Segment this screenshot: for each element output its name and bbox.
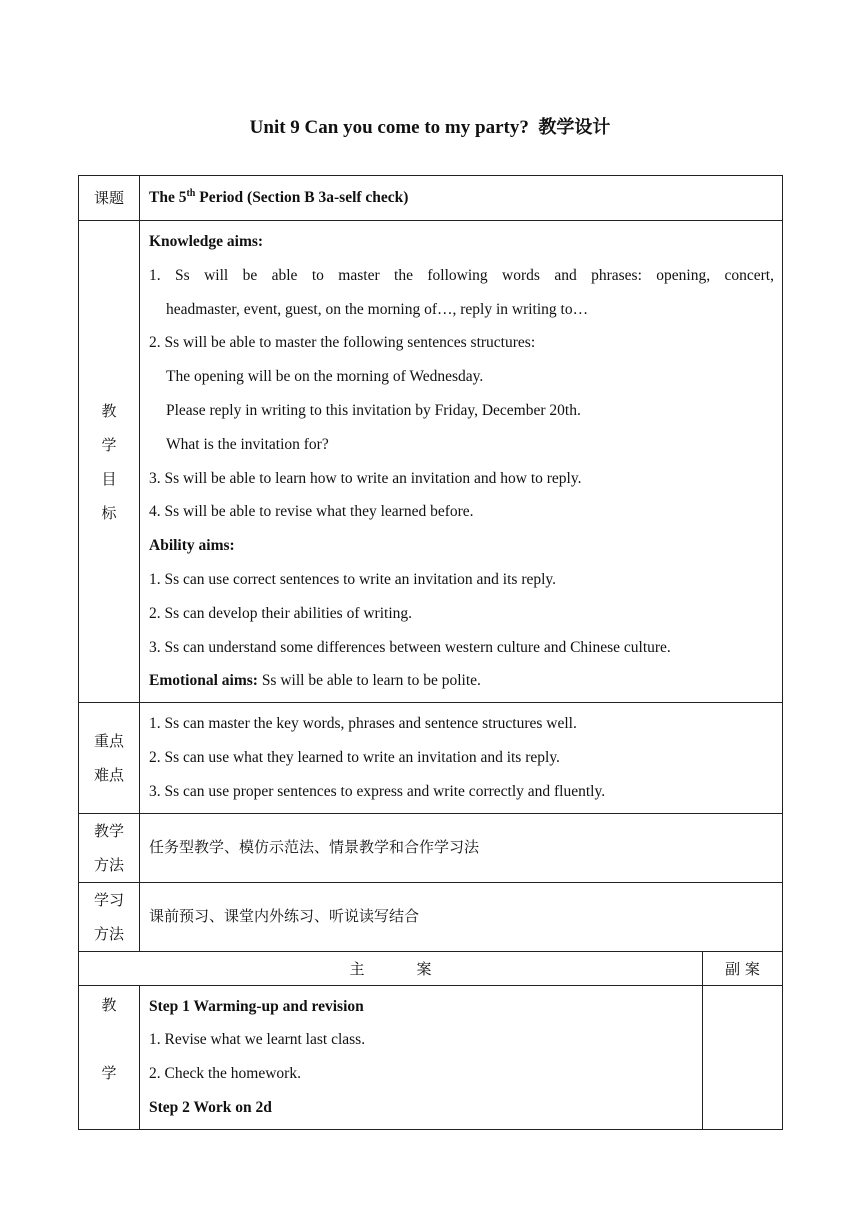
key-points-label: [79, 703, 140, 813]
key-point-item: 2. Ss can use what they learned to write an invitation and its reply.: [149, 748, 560, 766]
key-points-label-line: 难点: [93, 765, 124, 784]
objectives-label: [79, 221, 140, 703]
ability-item: 1. Ss can use correct sentences to write an invitation and its reply.: [149, 570, 557, 588]
lesson-plan-table: [78, 175, 783, 1130]
side-plan-header: 副 案: [703, 951, 783, 985]
teaching-method-row: [79, 813, 783, 882]
teaching-method-value: 任务型教学、模仿示范法、情景教学和合作学习法: [140, 813, 783, 882]
objectives-row: [79, 221, 783, 703]
key-points-row: [79, 703, 783, 813]
knowledge-item-4: 4. Ss will be able to revise what they learned before.: [149, 503, 474, 521]
ability-item: 3. Ss can understand some differences between western culture and Chinese culture.: [149, 638, 671, 656]
ability-heading: Ability aims:: [149, 537, 235, 555]
objectives-label-char: 标: [101, 503, 117, 522]
knowledge-item-1: 1. Ss will be able to master the following words and phrases: opening, concert,: [149, 266, 774, 284]
step-1-heading: Step 1 Warming-up and revision: [149, 997, 364, 1015]
plan-header-row: [79, 951, 783, 985]
knowledge-item-3: 3. Ss will be able to learn how to write an invitation and how to reply.: [149, 469, 582, 487]
learning-method-label-line: 学习: [93, 890, 124, 909]
process-content: [140, 985, 703, 1129]
key-points-label-line: 重点: [93, 731, 124, 750]
teaching-method-label-line: 方法: [93, 855, 124, 874]
key-points-content: [140, 703, 783, 813]
example-sentence: Please reply in writing to this invitation by Friday, December 20th.: [166, 401, 581, 419]
emotional-aims: [149, 664, 774, 698]
step-2-heading: Step 2 Work on 2d: [149, 1098, 272, 1116]
topic-label: 课题: [79, 176, 140, 221]
topic-row: [79, 176, 783, 221]
teaching-method-label: [79, 813, 140, 882]
step-item: 1. Revise what we learnt last class.: [149, 1031, 366, 1049]
objectives-label-char: 学: [101, 435, 117, 454]
objectives-label-char: 教: [101, 401, 117, 420]
document-title: [0, 113, 860, 139]
knowledge-item-1-cont: headmaster, event, guest, on the morning of…, reply in writing to…: [166, 300, 589, 318]
example-sentence: What is the invitation for?: [166, 435, 329, 453]
side-plan-cell: [703, 985, 783, 1129]
emotional-heading: Emotional aims:: [149, 672, 258, 690]
knowledge-item-2: 2. Ss will be able to master the following sentences structures:: [149, 334, 536, 352]
step-item: 2. Check the homework.: [149, 1065, 301, 1083]
objectives-content: [140, 221, 783, 703]
main-plan-header: [79, 951, 703, 985]
learning-method-label: [79, 882, 140, 951]
title-english: Unit 9 Can you come to my party?: [249, 117, 529, 138]
knowledge-heading: Knowledge aims:: [149, 233, 264, 250]
ability-item: 2. Ss can develop their abilities of writing.: [149, 604, 413, 622]
process-label-char: 学: [101, 1063, 117, 1082]
learning-method-value: 课前预习、课堂内外练习、听说读写结合: [140, 882, 783, 951]
process-row: [79, 985, 783, 1129]
key-point-item: 3. Ss can use proper sentences to express and write correctly and fluently.: [149, 782, 606, 800]
key-point-item: 1. Ss can master the key words, phrases and sentence structures well.: [149, 715, 577, 733]
topic-value: The 5th Period (Section B 3a-self check): [140, 176, 783, 221]
process-label: [79, 985, 140, 1129]
objectives-label-char: 目: [101, 469, 117, 488]
emotional-text: Ss will be able to learn to be polite.: [257, 672, 481, 690]
main-plan-char: 主: [349, 959, 365, 978]
teaching-method-label-line: 教学: [93, 821, 124, 840]
learning-method-label-line: 方法: [93, 924, 124, 943]
example-sentence: The opening will be on the morning of Wednesday.: [166, 368, 484, 386]
main-plan-char: 案: [416, 959, 432, 978]
learning-method-row: [79, 882, 783, 951]
title-chinese: 教学设计: [538, 117, 611, 138]
process-label-char: 教: [101, 995, 117, 1014]
